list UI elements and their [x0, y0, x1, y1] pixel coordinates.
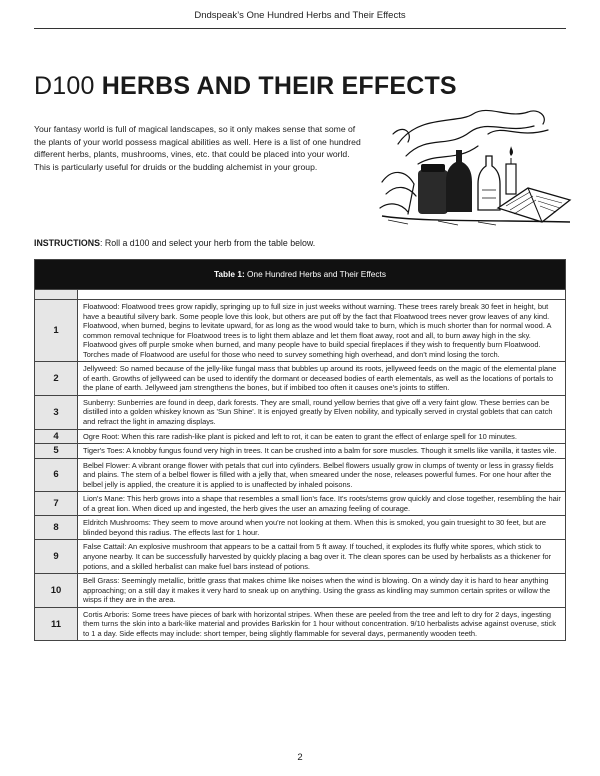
row-description: False Cattail: An explosive mushroom that appears to be a cattail from 5 ft away. If touched, it explodes its fluffy white spores, which stick to anyone nearby. It can be successfully harvested by quickly placing a bag over it. The clean spores can be used by herbalists as a thickener for potions, and a skilled herbalist can make fuel bars instead of potions. [83, 542, 552, 571]
row-description: Tiger's Toes: A knobby fungus found very high in trees. It can be crushed into a balm for sore muscles. Though it smells like vanilla, it tastes vile. [83, 446, 557, 456]
row-number: 7 [35, 492, 78, 515]
row-description: Floatwood: Floatwood trees grow rapidly, springing up to full size in just weeks without warning. These trees rarely break 30 feet in height, but have a beautiful silvery bark. Some people love this look, but others are put off by the fact that Floatwood trees never grow leaves of any kind. Floatwood, when burned, begins to levitate upward, for as long as the wood would take to burn, which is much shorter than for normal wood. A common removal technique for Floatwood trees is to light them ablaze and let them float away, root and all, to burn away high in the sky. Floatwood gives off purple smoke when burned, and many people have to build special fireplaces if they wish to frequently burn Floatwood. Torches made of Floatwood are useful for those who need to survey something high overhead, and don’t mind losing the torch. [83, 302, 552, 359]
table-row [35, 395, 565, 429]
row-number: 6 [35, 459, 78, 492]
table-row [35, 458, 565, 492]
row-number: 4 [35, 430, 78, 444]
page-title [34, 72, 457, 101]
table-caption [35, 260, 565, 289]
row-description: Belbel Flower: A vibrant orange flower with petals that curl into cylinders. Belbel flowers usually grow in clumps of twenty or less in grassy fields and plains. The stem of a belbel flower is filled with a jelly that, when smeared under the nose, releases powerful fumes. For one hour after the belbel jelly is applied, the creature it is applied to is unaffected by inhaled poisons. [83, 460, 554, 489]
row-description: Lion's Mane: This herb grows into a shape that resembles a small lion's face. It's roots/stems grow quickly and close together, resembling the hair of a great lion. When diced up and ingested, the herb gives the user an amazing feeling of courage. [83, 494, 561, 513]
herbalist-still-life-icon [378, 104, 574, 226]
row-number: 9 [35, 540, 78, 573]
running-header: Dndspeak’s One Hundred Herbs and Their Effects [194, 10, 406, 21]
row-number: 1 [35, 300, 78, 361]
table-header-spacer [35, 289, 565, 299]
row-number: 8 [35, 516, 78, 539]
title-prefix: D100 [34, 72, 95, 100]
row-description: Cortis Arboris: Some trees have pieces of bark with horizontal stripes. When these are peeled from the tree and left to dry for 2 days, ingesting them turns the skin into a bark-like material and provides Barkskin for 1 hour without concentration. 9/10 herbalists advise against overuse, stick to 1 a day. Side effects may include: short temper, being slightly flammable for several days, permanently wooden teeth. [83, 609, 556, 638]
header-divider [34, 28, 566, 29]
table-row [35, 299, 565, 361]
table-row [35, 443, 565, 458]
page-number: 2 [297, 752, 303, 763]
row-description: Eldritch Mushrooms: They seem to move around when you're not looking at them. When this is smoked, you gain truesight to 30 feet, but are blinded beyond this radius. The effects last for 1 hour. [83, 518, 547, 537]
instructions [34, 238, 315, 248]
row-number: 10 [35, 574, 78, 607]
row-description: Sunberry: Sunberries are found in deep, dark forests. They are small, round yellow berries that give off a very faint glow. These berries can be distilled into a golden whiskey known as 'Sun Shine'. It is enjoyed greatly by Elven nobility, and typically served in crystal goblets that can catch and refract the light in amazing displays. [83, 397, 553, 427]
row-description: Jellyweed: So named because of the jelly-like fungal mass that bubbles up around its roots, jellyweed feeds on the magic of the elemental plane of earth. Growths of jellyweed can be used to identify the dormant or deceased bodies of earth elementals, as well as the locations of portals to the plane of earth. Jellyweed jam strengthens the bones, but if imbibed too often it causes one's joints to stiffen. [83, 364, 557, 393]
intro-paragraph: Your fantasy world is full of magical landscapes, so it only makes sense that some of the plants of your world possess magical abilities as well. Here is a list of one hundred different herbs, plants, mushrooms, vines, etc. that could be placed into your world. This is particularly useful for druids or the budding alchemist in your group. [34, 124, 361, 172]
table-row [35, 573, 565, 607]
row-description: Bell Grass: Seemingly metallic, brittle grass that makes chime like noises when the wind is blowing. On a windy day it is hard to hear anything approaching; on a still day it makes it very hard to sneak up on anything. Using the grass as kindling may summon certain sprites or willow the wisps if they are in the area. [83, 576, 551, 605]
table-row [35, 429, 565, 444]
table-row [35, 515, 565, 539]
table-row [35, 539, 565, 573]
row-number: 11 [35, 608, 78, 641]
row-number: 5 [35, 444, 78, 458]
table-row [35, 361, 565, 395]
table-row [35, 607, 565, 641]
instructions-label: INSTRUCTIONS [34, 238, 100, 248]
row-description: Ogre Root: When this rare radish-like plant is picked and left to rot, it can be eaten to grant the effect of enlarge spell for 10 minutes. [83, 431, 517, 441]
table-row [35, 491, 565, 515]
row-number: 3 [35, 396, 78, 429]
row-number: 2 [35, 362, 78, 395]
instructions-text: : Roll a d100 and select your herb from the table below. [99, 238, 316, 248]
herbs-table [34, 259, 566, 641]
table-caption-text: One Hundred Herbs and Their Effects [244, 269, 387, 279]
title-main: HERBS AND THEIR EFFECTS [101, 72, 457, 100]
table-caption-label: Table 1: [213, 269, 245, 279]
